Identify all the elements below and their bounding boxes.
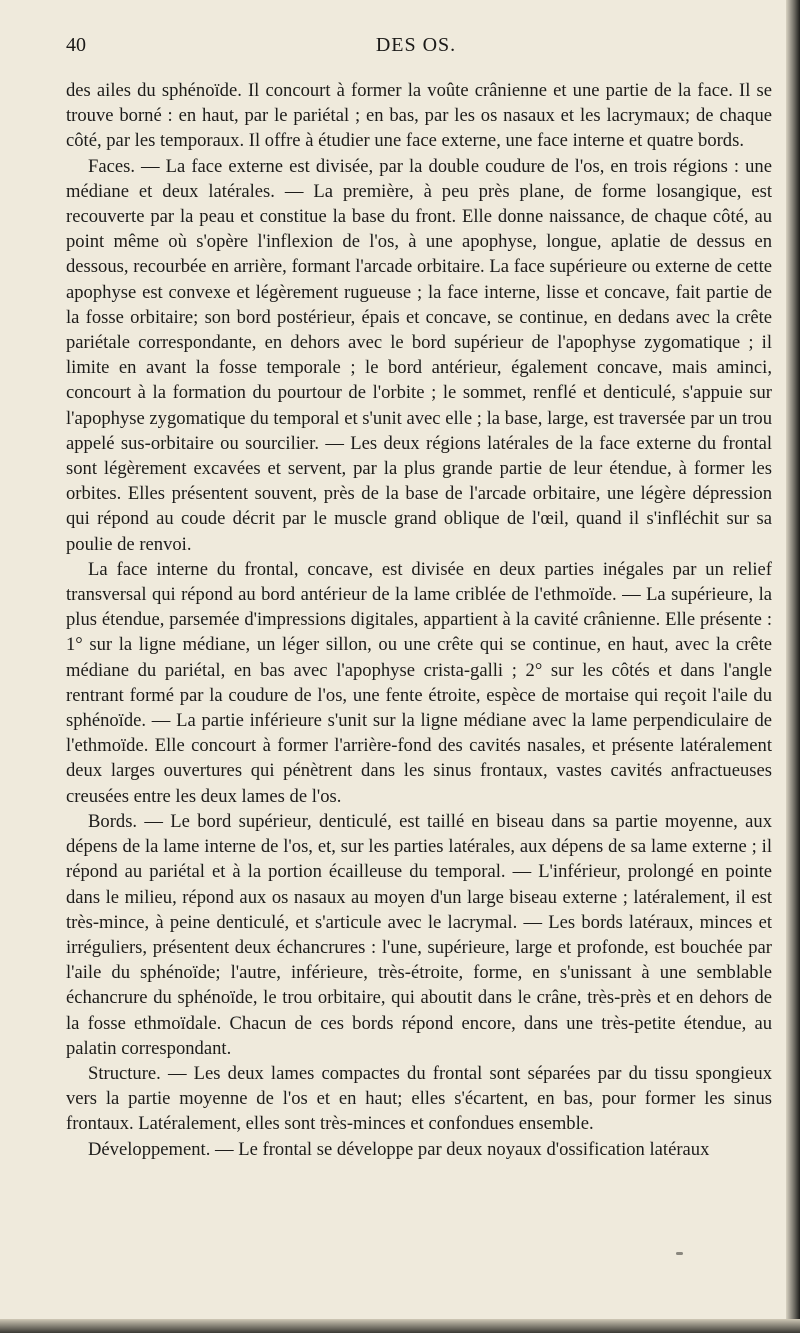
running-title: DES OS. bbox=[375, 34, 457, 56]
ink-smudge bbox=[676, 1252, 683, 1255]
page-header bbox=[66, 34, 766, 64]
page-edge-shadow bbox=[786, 0, 800, 1333]
body-text bbox=[66, 78, 772, 1162]
paragraph-bords: Bords. — Le bord supérieur, denticulé, est taillé en biseau dans sa partie moyenne, aux dépens de la lame interne de l'os, et, sur les parties latérales, aux dépens de sa lame externe ; il répond au pariétal et à la portion écailleuse du temporal. — L'inférieur, prolongé en pointe dans le milieu, répond aux os nasaux au moyen d'un large biseau externe ; latéralement, il est très-mince, à peine denticulé, et s'articule avec le lacrymal. — Les bords latéraux, minces et irréguliers, présentent deux échancrures : l'une, supérieure, large et profonde, est bouchée par l'aile du sphénoïde; l'autre, inférieure, très-étroite, forme, en s'unissant à une semblable échancrure du sphénoïde, le trou orbitaire, qui aboutit dans le crâne, très-près et en dehors de la fosse ethmoïdale. Chacun de ces bords répond encore, dans une très-petite étendue, au palatin correspondant. bbox=[66, 810, 772, 1059]
page-number: 40 bbox=[66, 34, 86, 56]
paragraph-structure: Structure. — Les deux lames compactes du frontal sont séparées par du tissu spongieux vers la partie moyenne de l'os et en haut; elles s'écartent, en bas, pour former les sinus frontaux. Latéralement, elles sont très-minces et confondues ensemble. bbox=[66, 1062, 772, 1135]
paragraph-intro: des ailes du sphénoïde. Il concourt à former la voûte crânienne et une partie de la face. Il se trouve borné : en haut, par le pariétal ; en bas, par les os nasaux et les lacrymaux; de chaque côté, par les temporaux. Il offre à étudier une face externe, une face interne et quatre bords. bbox=[66, 80, 772, 152]
paragraph-faces: Faces. — La face externe est divisée, par la double coudure de l'os, en trois régions : une médiane et deux latérales. — La première, à peu près plane, de forme losangique, est recouverte par la peau et constitue la base du front. Elle donne naissance, de chaque côté, au point même où s'opère l'inflexion de l'os, à une apophyse, longue, aplatie de dessus en dessous, recourbée en arrière, formant l'arcade orbitaire. La face supérieure ou externe de cette apophyse est convexe et légèrement rugueuse ; la face interne, lisse et concave, fait partie de la fosse orbitaire; son bord postérieur, épais et concave, se continue, en dedans avec la crête pariétale correspondante, en dehors avec le bord supérieur de l'apophyse zygomatique ; il limite en avant la fosse temporale ; le bord antérieur, également concave, mais aminci, concourt à la formation du pourtour de l'orbite ; le sommet, renflé et denticulé, s'appuie sur l'apophyse zygomatique du temporal et s'unit avec elle ; la base, large, est traversée par un trou appelé sus-orbitaire ou sourcilier. — Les deux régions latérales de la face externe du frontal sont légèrement excavées et servent, par la plus grande partie de leur étendue, à former les orbites. Elles présentent souvent, près de la base de l'arcade orbitaire, une légère dépression qui répond au coude décrit par le muscle grand oblique de l'œil, quand il s'infléchit sur sa poulie de renvoi. bbox=[66, 155, 772, 555]
paragraph-face-interne: La face interne du frontal, concave, est divisée en deux parties inégales par un relief transversal qui répond au bord antérieur de la lame criblée de l'ethmoïde. — La supérieure, la plus étendue, parsemée d'impressions digitales, appartient à la cavité crânienne. Elle présente : 1° sur la ligne médiane, un léger sillon, ou une crête qui se continue, en haut, avec la crête médiane du pariétal, en bas avec l'apophyse crista-galli ; 2° sur les côtés et dans l'angle rentrant formé par la coudure de l'os, une fente étroite, espèce de mortaise qui reçoit l'aile du sphénoïde. — La partie inférieure s'unit sur la ligne médiane avec la lame perpendiculaire de l'ethmoïde. Elle concourt à former l'arrière-fond des cavités nasales, et présente latéralement deux larges ouvertures qui pénètrent dans les sinus frontaux, vastes cavités anfractueuses creusées entre les deux lames de l'os. bbox=[66, 558, 772, 807]
page-bottom-shadow bbox=[0, 1319, 800, 1333]
paragraph-developpement: Développement. — Le frontal se développe par deux noyaux d'ossification latéraux bbox=[88, 1138, 710, 1160]
